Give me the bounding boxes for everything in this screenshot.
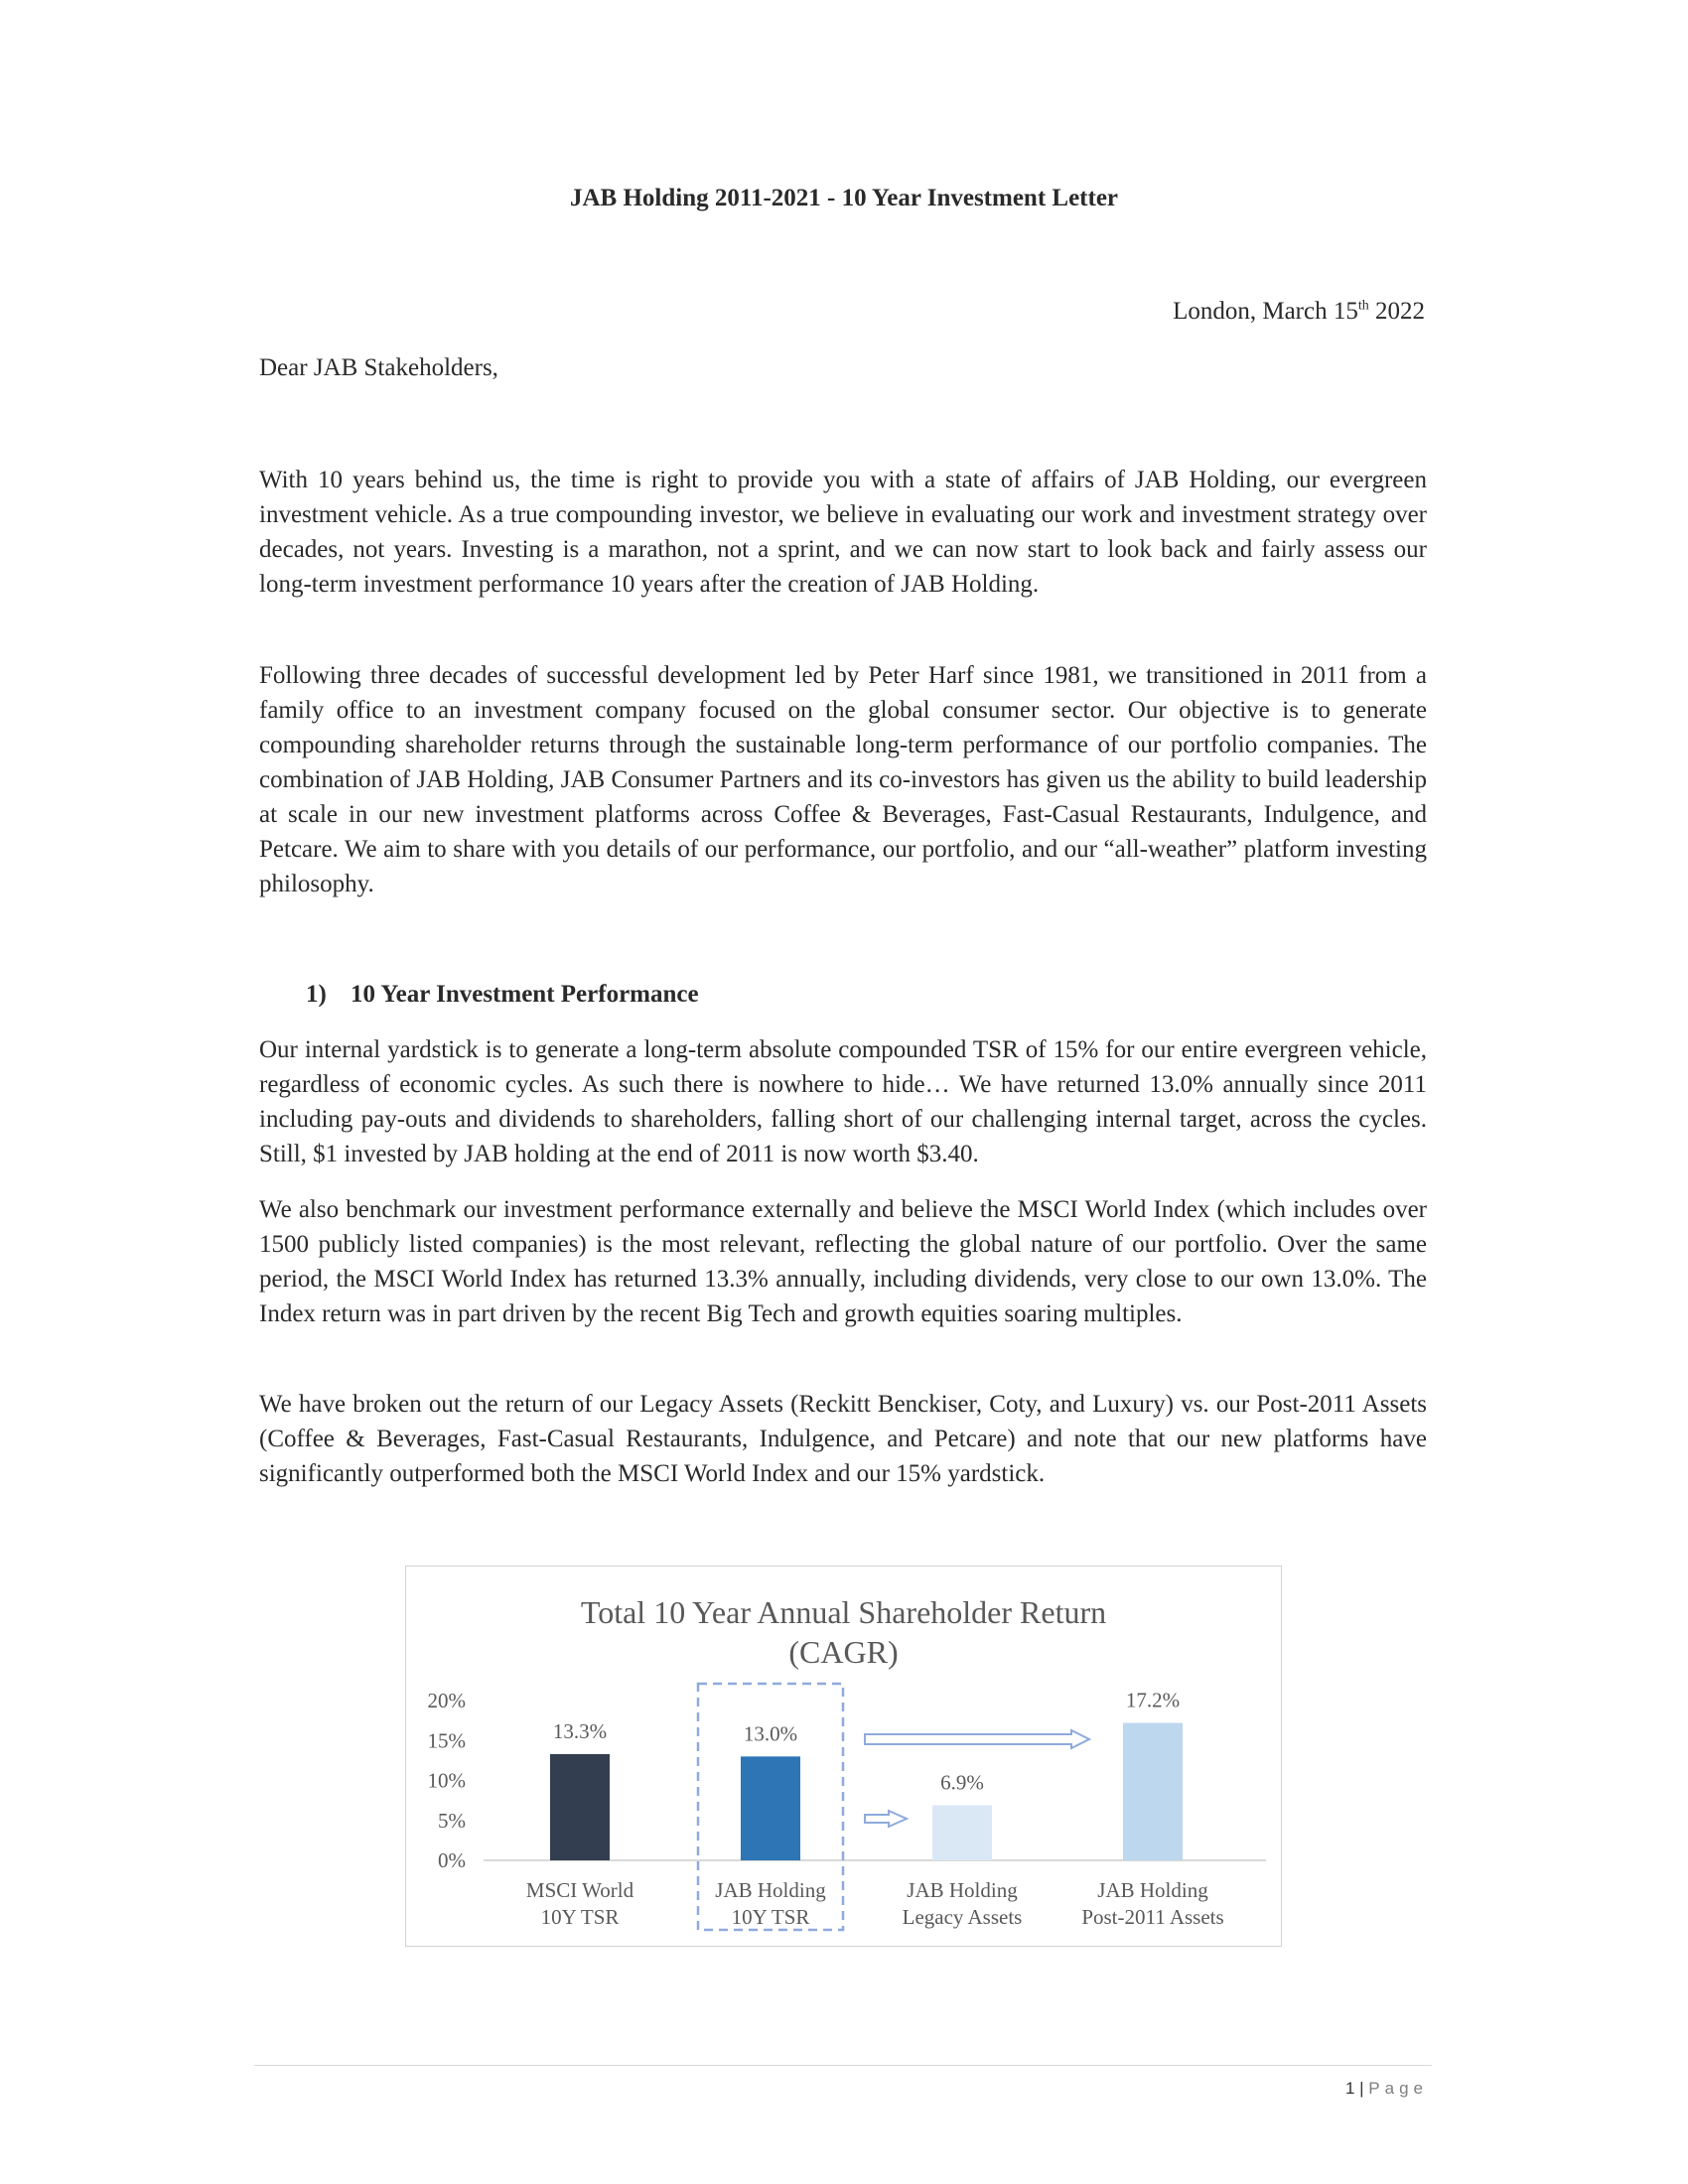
y-tick-label: 15%: [427, 1728, 466, 1753]
y-tick-label: 0%: [438, 1848, 466, 1872]
x-tick-label: JAB Holding: [715, 1878, 826, 1902]
page-number-separator: |: [1354, 2079, 1369, 2098]
page-word: Page: [1368, 2079, 1428, 2098]
paragraph-yardstick: Our internal yardstick is to generate a long-term absolute compounded TSR of 15% for our entire evergreen vehicle, regardless of economic cycles. As such there is nowhere to hide… We have returned 13.0% annually since 2011 including pay-outs and dividends to shareholders, falling short of our challenging internal target, across the cycles. Still, $1 invested by JAB holding at the end of 2011 is now worth $3.40.: [259, 1036, 1427, 1167]
dateline: [1173, 298, 1425, 326]
data-label: 6.9%: [940, 1770, 984, 1795]
x-tick-label: JAB Holding: [1097, 1878, 1208, 1902]
section-number: 1): [306, 981, 327, 1008]
x-tick-label: MSCI World: [525, 1878, 634, 1902]
footer-divider: [254, 2065, 1432, 2066]
x-tick-label: 10Y TSR: [540, 1905, 620, 1929]
chart-title-line-2: (CAGR): [788, 1634, 899, 1670]
x-tick-label: JAB Holding: [907, 1878, 1018, 1902]
dateline-suffix: 2022: [1368, 298, 1425, 325]
arrow-to-legacy-assets: [865, 1811, 907, 1827]
chart-plot: [406, 1567, 1283, 1948]
paragraph-history: Following three decades of successful development led by Peter Harf since 1981, we transitioned in 2011 from a family office to an investment company focused on the global consumer sector. Our objective is to generate compounding shareholder returns through the sustainable long-term performance of our portfolio companies. The combination of JAB Holding, JAB Consumer Partners and its co-investors has given us the ability to build leadership at scale in our new investment platforms across Coffee & Beverages, Fast-Casual Restaurants, Indulgence, and Petcare. We aim to share with you details of our performance, our portfolio, and our “all-weather” platform investing philosophy.: [259, 662, 1427, 897]
section-heading-performance: [306, 981, 699, 1009]
dateline-superscript: th: [1357, 298, 1369, 314]
tsr-bar-chart: [405, 1566, 1282, 1947]
bar: [1123, 1723, 1183, 1860]
y-tick-label: 20%: [427, 1689, 466, 1712]
paragraph-benchmark: We also benchmark our investment performance externally and believe the MSCI World Index (which includes over 1500 publicly listed companies) is the most relevant, reflecting the global nature of our portfolio. Over the same period, the MSCI World Index has returned 13.3% annually, including dividends, very close to our own 13.0%. The Index return was in part driven by the recent Big Tech and growth equities soaring multiples.: [259, 1196, 1427, 1327]
bar: [550, 1754, 610, 1860]
data-label: 13.3%: [552, 1718, 608, 1743]
greeting: Dear JAB Stakeholders,: [259, 354, 498, 381]
x-tick-label: Post-2011 Assets: [1081, 1905, 1224, 1929]
bar: [741, 1756, 800, 1860]
paragraph-intro: With 10 years behind us, the time is right to provide you with a state of affairs of JAB Holding, our evergreen investment vehicle. As a true compounding investor, we believe in evaluating our work and investment strategy over decades, not years. Investing is a marathon, not a sprint, and we can now start to look back and fairly assess our long-term investment performance 10 years after the creation of JAB Holding.: [259, 467, 1427, 598]
x-tick-label: Legacy Assets: [902, 1905, 1023, 1929]
x-tick-label: 10Y TSR: [731, 1905, 810, 1929]
y-tick-label: 5%: [438, 1808, 466, 1833]
bar: [932, 1805, 992, 1860]
data-label: 13.0%: [743, 1721, 798, 1746]
paragraph-breakdown: We have broken out the return of our Legacy Assets (Reckitt Benckiser, Coty, and Luxury) vs. our Post-2011 Assets (Coffee & Beverages, Fast-Casual Restaurants, Indulgence, and Petcare) and note that our new platforms have significantly outperformed both the MSCI World Index and our 15% yardstick.: [259, 1391, 1427, 1487]
arrow-to-post-2011-assets: [865, 1730, 1089, 1748]
data-label: 17.2%: [1125, 1688, 1181, 1712]
document-title: JAB Holding 2011-2021 - 10 Year Investment Letter: [569, 185, 1119, 211]
page-number: [1345, 2079, 1428, 2099]
y-tick-label: 10%: [427, 1768, 466, 1793]
chart-title-line-1: Total 10 Year Annual Shareholder Return: [580, 1594, 1107, 1630]
dateline-prefix: London, March 15: [1173, 298, 1358, 325]
section-title: 10 Year Investment Performance: [351, 981, 699, 1008]
page-number-value: 1: [1344, 2079, 1355, 2098]
